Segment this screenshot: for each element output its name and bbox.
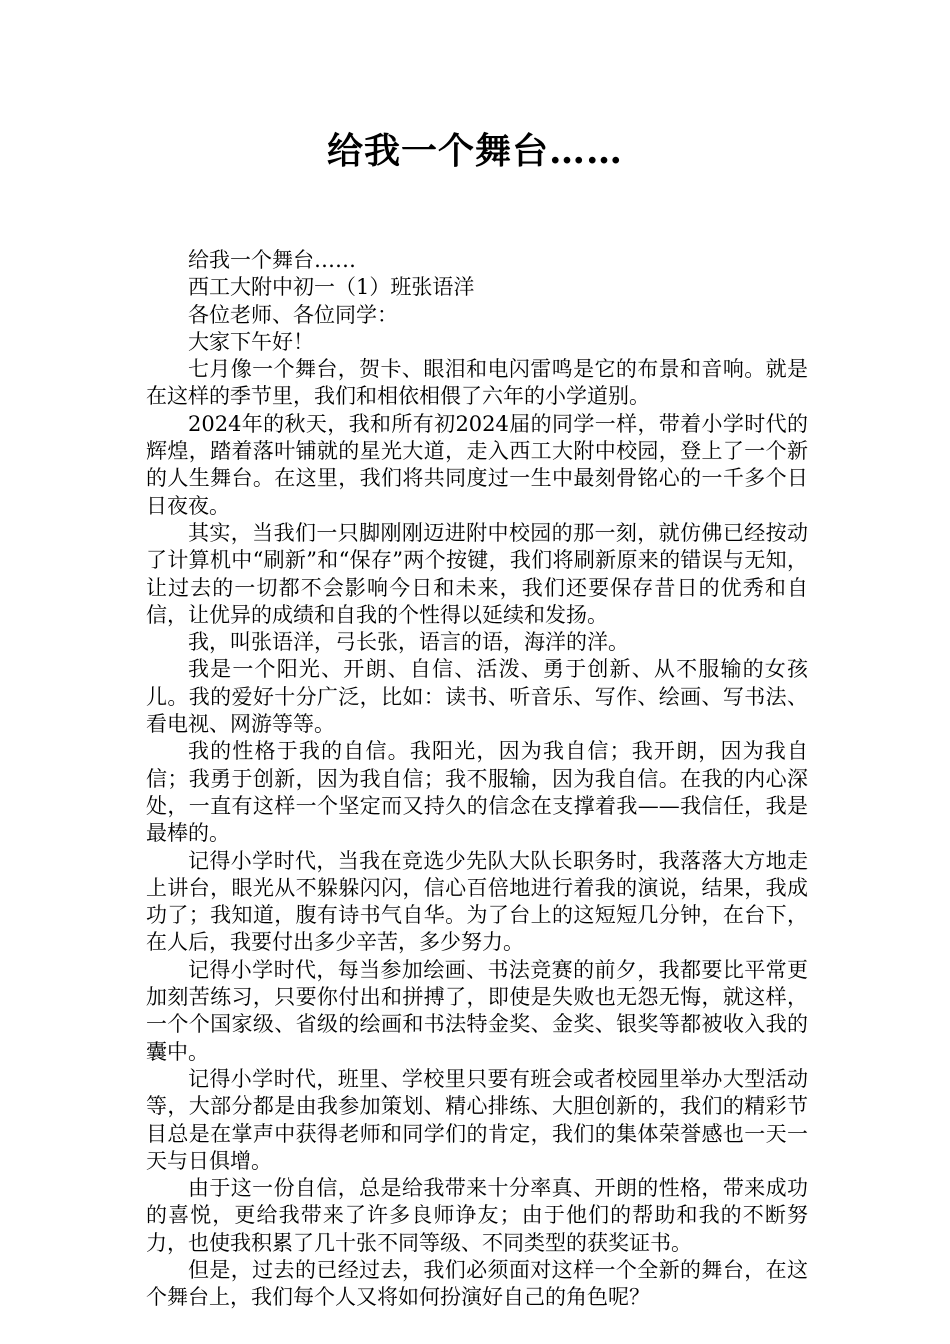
paragraph-heading-repeat: 给我一个舞台…… bbox=[188, 248, 356, 272]
body-paragraph: 但是，过去的已经过去，我们必须面对这样一个全新的舞台，在这个舞台上，我们每个人又将如何扮演好自己的角色呢？ bbox=[146, 1257, 808, 1310]
paragraph-greeting: 大家下午好！ bbox=[188, 329, 314, 354]
body-paragraph: 2024年的秋天，我和所有初2024届的同学一样，带着小学时代的辉煌，踏着落叶铺就的星光大道，走入西工大附中校园，登上了一个新的人生舞台。在这里，我们将共同度过一生中最刻骨铭心的一千多个日日夜夜。 bbox=[146, 411, 808, 518]
document-title: 给我一个舞台…… bbox=[326, 130, 623, 172]
body-paragraph: 记得小学时代，每当参加绘画、书法竞赛的前夕，我都要比平常更加刻苦练习，只要你付出和拼搏了，即使是失败也无怨无悔，就这样，一个个国家级、省级的绘画和书法特金奖、金奖、银奖等都被收入我的囊中。 bbox=[146, 957, 808, 1064]
paragraph-author: 西工大附中初一（1）班张语洋 bbox=[188, 275, 475, 300]
document-body bbox=[146, 247, 808, 1312]
paragraph-salutation: 各位老师、各位同学： bbox=[188, 302, 398, 327]
body-paragraph: 记得小学时代，当我在竞选少先队大队长职务时，我落落大方地走上讲台，眼光从不躲躲闪闪，信心百倍地进行着我的演说，结果，我成功了；我知道，腹有诗书气自华。为了台上的这短短几分钟，在台下，在人后，我要付出多少辛苦，多少努力。 bbox=[146, 848, 808, 955]
body-paragraph: 我的性格于我的自信。我阳光，因为我自信；我开朗，因为我自信；我勇于创新，因为我自信；我不服输，因为我自信。在我的内心深处，一直有这样一个坚定而又持久的信念在支撑着我——我信任，我是最棒的。 bbox=[146, 739, 808, 846]
body-paragraph: 由于这一份自信，总是给我带来十分率真、开朗的性格，带来成功的喜悦，更给我带来了许多良师诤友；由于他们的帮助和我的不断努力，也使我积累了几十张不同等级、不同类型的获奖证书。 bbox=[146, 1176, 808, 1255]
body-paragraph: 我是一个阳光、开朗、自信、活泼、勇于创新、从不服输的女孩儿。我的爱好十分广泛，比如：读书、听音乐、写作、绘画、写书法、看电视、网游等等。 bbox=[146, 657, 808, 737]
body-paragraph: 记得小学时代，班里、学校里只要有班会或者校园里举办大型活动等，大部分都是由我参加策划、精心排练、大胆创新的，我们的精彩节目总是在掌声中获得老师和同学们的肯定，我们的集体荣誉感也一天一天与日俱增。 bbox=[146, 1066, 808, 1173]
body-paragraph: 七月像一个舞台，贺卡、眼泪和电闪雷鸣是它的布景和音响。就是在这样的季节里，我们和相依相偎了六年的小学道别。 bbox=[146, 357, 808, 409]
body-paragraph: 我，叫张语洋，弓长张，语言的语，海洋的洋。 bbox=[188, 630, 629, 655]
body-paragraph: 其实，当我们一只脚刚刚迈进附中校园的那一刻，就仿佛已经按动了计算机中“刷新”和“保存”两个按键，我们将刷新原来的错误与无知，让过去的一切都不会影响今日和未来，我们还要保存昔日的优秀和自信，让优异的成绩和自我的个性得以延续和发扬。 bbox=[146, 520, 808, 627]
